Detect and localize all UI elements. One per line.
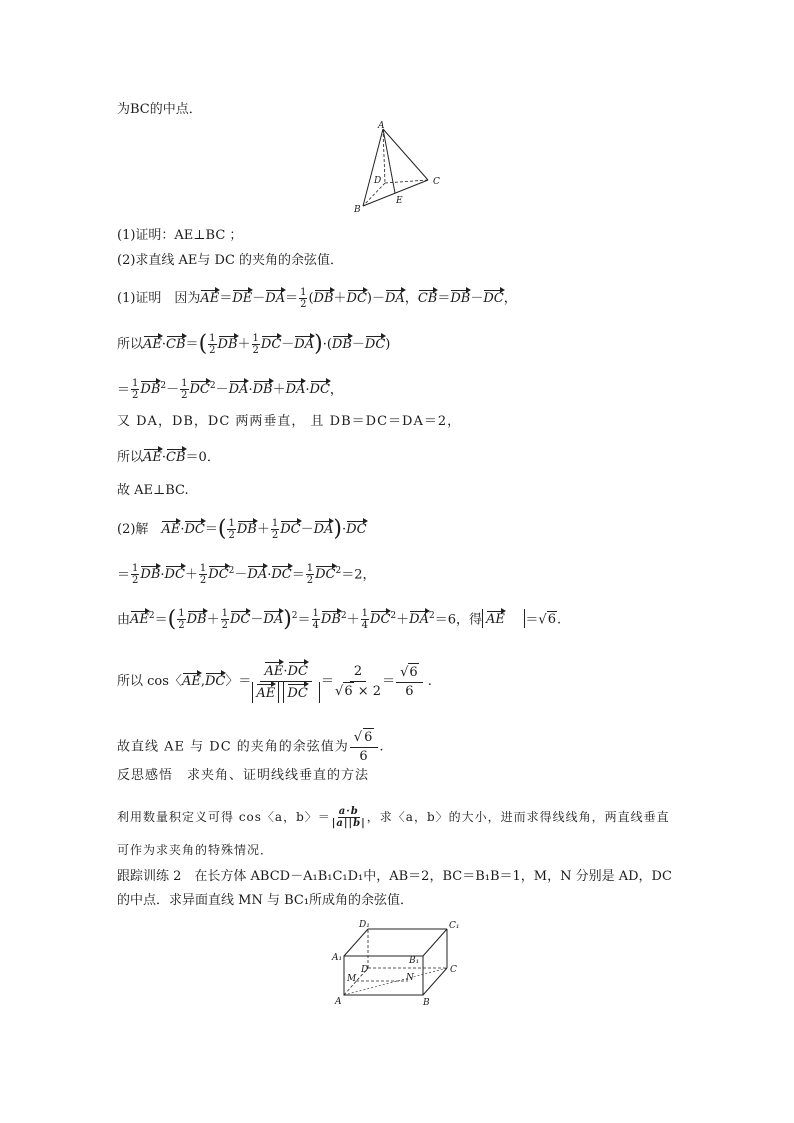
solution2-line4: 所以 cos〈AE,DC〉＝ $\frac{AE\cdot DC}{\text{AE DC}}$ ＝ $\frac{2}{√6 \times 2}$ ＝ $\frac{√6}{6}$ . (117, 660, 432, 703)
cuboid-figure (330, 916, 465, 1008)
label-m: M (347, 974, 357, 984)
label-a: A (335, 997, 342, 1007)
label-d1: D₁ (359, 920, 370, 930)
reflect-line1: 利用数量积定义可得 cos〈a，b〉＝ $\frac{a\cdot b}{|a||b|}$ ，求〈a，b〉的大小，进而求得线线角，两直线垂直 (117, 806, 670, 829)
proof1-line1: (1)证明 因为AE＝DE－DA＝ $\frac{1}{2}$ (DB＋DC)－DA，CB＝DB－DC， (117, 287, 517, 310)
label-d: D (361, 965, 369, 975)
solution2-line1: (2)解 AE·DC＝( $\frac{1}{2}$ DB＋ $\frac{1}{2}$ DC－DA)·DC (117, 516, 367, 542)
label-e: E (396, 196, 403, 206)
reflect-title: 反思感悟 求夹角、证明线线垂直的方法 (117, 768, 370, 783)
label-b: B (423, 998, 430, 1008)
label-b1: B₁ (409, 956, 420, 966)
proof1-line5: 所以AE·CB＝0． (117, 447, 220, 466)
label-c: C (450, 965, 457, 975)
tetrahedron-figure (345, 120, 450, 215)
label-b: B (354, 205, 361, 215)
label-n: N (406, 973, 414, 983)
conclusion-line: 故直线 AE 与 DC 的夹角的余弦值为 $\frac{√6}{6}$ . (117, 730, 385, 764)
label-c: C (433, 177, 440, 187)
label-c1: C₁ (449, 921, 460, 931)
solution2-line3: 由$AE^2=$( $\frac{1}{2}$ DB＋ $\frac{1}{2}$ DC－DA)$^2$＝ $\frac{1}{4}$ $DB^2+$ $\frac{1}{4}$ $DC^2+DA^2=6$，得 AE ＝√6. (117, 606, 562, 632)
exercise-line1: 跟踪训练 2 在长方体 ABCD－A₁B₁C₁D₁中，AB＝2，BC＝B₁B＝1，M，N 分别是 AD，DC (117, 869, 672, 884)
solution2-line2: ＝ $\frac{1}{2}$ DB·DC＋ $\frac{1}{2}$ $DC^2-DA\cdot DC=$ $\frac{1}{2}$ $DC^2=2$， (117, 563, 376, 587)
intro-line: 为BC的中点． (117, 102, 202, 117)
proof1-line6: 故 AE⊥BC. (117, 483, 189, 498)
label-a: A (378, 121, 385, 131)
label-a1: A₁ (332, 953, 343, 963)
proof1-line4: 又 DA，DB，DC 两两垂直， 且 DB＝DC＝DA＝2， (117, 414, 462, 429)
proof1-line2: 所以AE·CB＝( $\frac{1}{2}$ DB＋ $\frac{1}{2}$ DC－DA)·(DB－DC) (117, 331, 391, 357)
exercise-line2: 的中点．求异面直线 MN 与 BC₁所成角的余弦值． (117, 893, 414, 908)
question-2: (2)求直线 AE与 DC 的夹角的余弦值． (117, 253, 344, 268)
proof1-line3: ＝ $\frac{1}{2}$ $DB^2-$ $\frac{1}{2}$ $DC^2-DA\cdot DB+DA\cdot DC$， (117, 378, 343, 402)
question-1: (1)证明：AE⊥BC ； (117, 228, 243, 243)
reflect-line2: 可作为求夹角的特殊情况． (117, 843, 274, 857)
label-d: D (374, 176, 382, 186)
